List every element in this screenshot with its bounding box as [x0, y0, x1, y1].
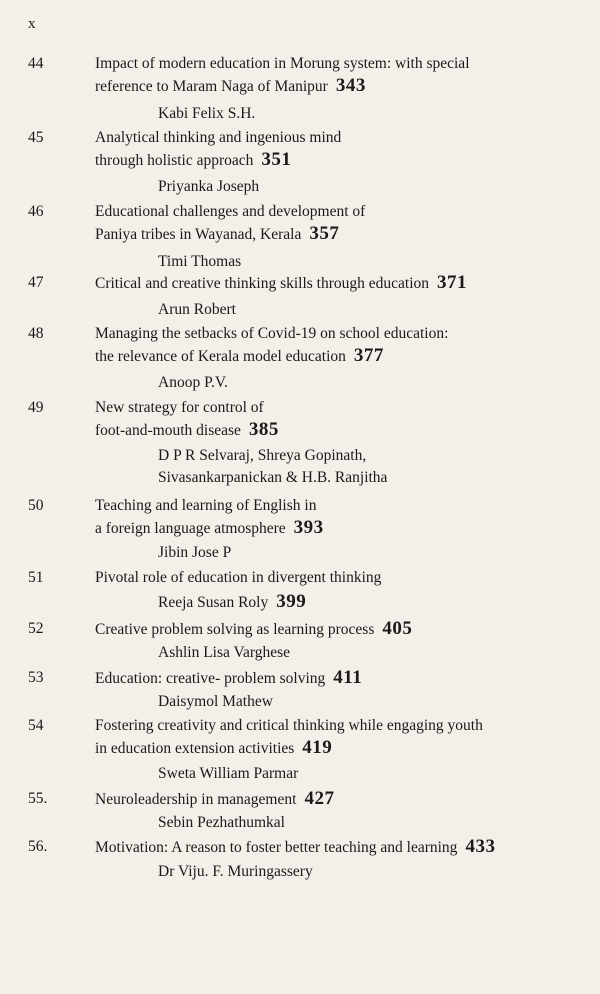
title-line: Analytical thinking and ingenious mind — [95, 129, 342, 146]
title-line-text: the relevance of Kerala model education — [95, 348, 346, 365]
chapter-author — [158, 591, 306, 614]
title-line: Teaching and learning of English in — [95, 497, 317, 514]
title-line — [95, 345, 565, 368]
title-line: Impact of modern education in Morung system: with special — [95, 55, 470, 72]
page-reference: 427 — [304, 788, 335, 809]
title-line-text: Motivation: A reason to foster better teaching and learning — [95, 839, 458, 856]
chapter-number: 48 — [28, 325, 44, 342]
title-line: Pivotal role of education in divergent thinking — [95, 569, 382, 586]
chapter-title — [95, 715, 565, 760]
author-line: Sebin Pezhathumkal — [158, 814, 285, 831]
chapter-number: 45 — [28, 129, 44, 146]
chapter-author — [158, 445, 387, 489]
title-line: Educational challenges and development of — [95, 203, 366, 220]
title-line — [95, 223, 565, 246]
page-reference: 393 — [293, 517, 324, 538]
chapter-author — [158, 103, 255, 125]
chapter-author — [158, 691, 273, 713]
title-line: New strategy for control of — [95, 399, 264, 416]
title-line-text: a foreign language atmosphere — [95, 520, 286, 537]
chapter-author — [158, 251, 241, 273]
author-line: Arun Robert — [158, 301, 236, 318]
chapter-title — [95, 836, 565, 859]
chapter-author — [158, 542, 231, 564]
author-line: Priyanka Joseph — [158, 178, 260, 195]
chapter-number: 55. — [28, 790, 48, 807]
title-line — [95, 517, 565, 540]
chapter-author — [158, 372, 228, 394]
title-line-text: Creative problem solving as learning process — [95, 621, 375, 638]
title-line — [95, 737, 565, 760]
title-line — [95, 788, 565, 811]
chapter-number: 51 — [28, 569, 44, 586]
title-line-text: reference to Maram Naga of Manipur — [95, 78, 328, 95]
title-line-text: through holistic approach — [95, 152, 254, 169]
chapter-number: 47 — [28, 274, 44, 291]
author-line: D P R Selvaraj, Shreya Gopinath, — [158, 447, 367, 464]
chapter-number: 44 — [28, 55, 44, 72]
author-line: Ashlin Lisa Varghese — [158, 644, 291, 661]
chapter-number: 56. — [28, 838, 48, 855]
chapter-title — [95, 397, 565, 442]
title-line-text: in education extension activities — [95, 740, 295, 757]
title-line — [95, 149, 565, 172]
title-line-text: foot-and-mouth disease — [95, 422, 241, 439]
chapter-title — [95, 323, 565, 368]
chapter-number: 54 — [28, 717, 44, 734]
author-line: Sweta William Parmar — [158, 765, 299, 782]
page-reference: 357 — [309, 223, 340, 244]
chapter-number: 52 — [28, 620, 44, 637]
page-reference: 377 — [353, 345, 384, 366]
chapter-title — [95, 618, 565, 641]
page-reference: 343 — [335, 75, 366, 96]
page-number: x — [28, 16, 36, 32]
title-line — [95, 419, 565, 442]
chapter-number: 49 — [28, 399, 44, 416]
chapter-title — [95, 272, 565, 295]
chapter-title — [95, 667, 565, 690]
page-reference: 385 — [248, 419, 279, 440]
chapter-author — [158, 176, 259, 198]
chapter-number: 46 — [28, 203, 44, 220]
page-reference: 351 — [261, 149, 292, 170]
page-reference: 399 — [276, 591, 307, 612]
chapter-title — [95, 495, 565, 540]
page-reference: 405 — [382, 618, 413, 639]
author-line-text: Reeja Susan Roly — [158, 594, 269, 611]
author-line: Timi Thomas — [158, 253, 242, 270]
author-line: Sivasankarpanickan & H.B. Ranjitha — [158, 469, 388, 486]
author-line: Kabi Felix S.H. — [158, 105, 256, 122]
chapter-number: 50 — [28, 497, 44, 514]
title-line-text: Education: creative- problem solving — [95, 670, 326, 687]
title-line — [95, 667, 565, 690]
chapter-title — [95, 53, 565, 98]
page-reference: 433 — [465, 836, 496, 857]
chapter-title — [95, 201, 565, 246]
chapter-author — [158, 861, 313, 883]
chapter-author — [158, 812, 285, 834]
title-line: Managing the setbacks of Covid-19 on school education: — [95, 325, 449, 342]
chapter-number: 53 — [28, 669, 44, 686]
title-line — [95, 75, 565, 98]
author-line: Daisymol Mathew — [158, 693, 273, 710]
page-reference: 371 — [437, 272, 468, 293]
chapter-author — [158, 642, 290, 664]
chapter-title — [95, 567, 565, 589]
chapter-author — [158, 763, 298, 785]
chapter-author — [158, 299, 236, 321]
chapter-title — [95, 788, 565, 811]
author-line: Anoop P.V. — [158, 374, 228, 391]
title-line-text: Paniya tribes in Wayanad, Kerala — [95, 226, 302, 243]
author-line: Dr Viju. F. Muringassery — [158, 863, 313, 880]
title-line-text: Critical and creative thinking skills through education — [95, 275, 430, 292]
title-line — [95, 836, 565, 859]
title-line — [95, 272, 565, 295]
page-reference: 419 — [302, 737, 333, 758]
author-line — [158, 591, 306, 614]
title-line-text: Neuroleadership in management — [95, 791, 297, 808]
author-line: Jibin Jose P — [158, 544, 232, 561]
chapter-title — [95, 127, 565, 172]
page-reference: 411 — [333, 667, 363, 688]
title-line: Fostering creativity and critical thinking while engaging youth — [95, 717, 483, 734]
title-line — [95, 618, 565, 641]
